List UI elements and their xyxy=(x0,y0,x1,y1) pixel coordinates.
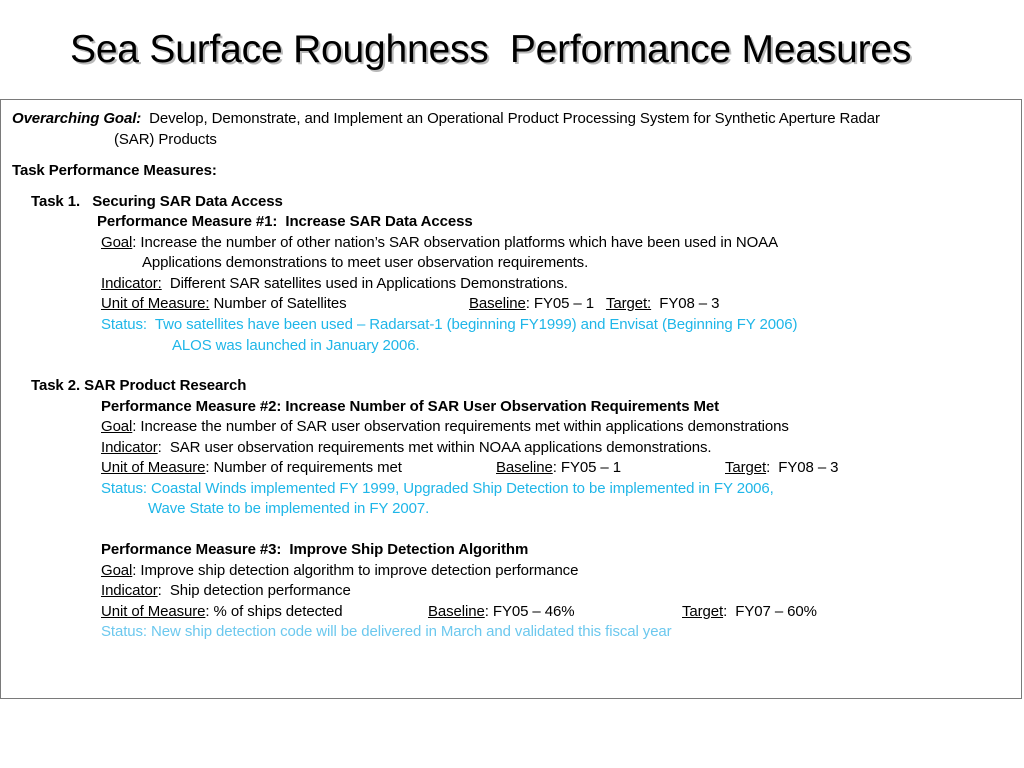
overarching-goal-text: Develop, Demonstrate, and Implement an Operational Product Processing System for Synthetic Aperture Radar xyxy=(149,110,880,127)
pm1-status-line-1: Status: Two satellites have been used – Radarsat-1 (beginning FY1999) and Envisat (Beginning FY 2006) xyxy=(101,316,798,333)
pm3-unit-text: : % of ships detected xyxy=(205,603,343,620)
pm2-baseline-text: : FY05 – 1 xyxy=(552,459,621,476)
pm3-indicator-label: Indicator xyxy=(101,582,158,599)
pm1-baseline-label: Baseline xyxy=(469,295,526,312)
pm2-target-line xyxy=(725,458,838,477)
pm1-status-line-2: ALOS was launched in January 2006. xyxy=(172,337,420,354)
pm2-goal-text: : Increase the number of SAR user observation requirements met within applications demonstrations xyxy=(132,418,789,435)
pm2-baseline-line xyxy=(496,458,621,477)
overarching-goal-line-2: (SAR) Products xyxy=(114,131,217,148)
pm3-target-label: Target xyxy=(682,603,724,620)
task2-heading: Task 2. SAR Product Research xyxy=(31,377,247,394)
pm1-goal-line-2: Applications demonstrations to meet user observation requirements. xyxy=(142,254,589,271)
pm1-goal-label: Goal xyxy=(101,234,133,251)
pm2-target-text: : FY08 – 3 xyxy=(766,459,839,476)
pm2-unit-label: Unit of Measure xyxy=(101,459,206,476)
pm1-baseline-target-line xyxy=(469,294,719,313)
pm2-unit-line xyxy=(101,458,402,477)
pm1-indicator-text: Different SAR satellites used in Applications Demonstrations. xyxy=(161,275,568,292)
pm3-goal-label: Goal xyxy=(101,562,133,579)
overarching-goal-label: Overarching Goal: xyxy=(12,110,142,127)
task-performance-heading: Task Performance Measures: xyxy=(12,162,217,179)
pm3-baseline-text: : FY05 – 46% xyxy=(484,603,575,620)
pm1-target-label: Target: xyxy=(605,295,652,312)
content-box xyxy=(0,99,1022,699)
pm3-baseline-line xyxy=(428,602,574,621)
task1-heading: Task 1. Securing SAR Data Access xyxy=(31,193,283,210)
pm3-indicator-text: : Ship detection performance xyxy=(157,582,351,599)
pm1-baseline-text: : FY05 – 1 xyxy=(525,295,594,312)
pm1-indicator-label: Indicator: xyxy=(101,275,162,292)
pm3-target-line xyxy=(682,602,817,621)
pm1-target-text: FY08 – 3 xyxy=(651,295,720,312)
pm2-indicator-line xyxy=(101,438,711,457)
pm1-indicator-line xyxy=(101,274,568,293)
pm3-goal-text: : Improve ship detection algorithm to improve detection performance xyxy=(132,562,579,579)
overarching-goal-line-1 xyxy=(12,109,880,128)
pm2-goal-line xyxy=(101,417,789,436)
page-title: Sea Surface Roughness Performance Measures xyxy=(70,28,912,71)
pm3-indicator-line xyxy=(101,581,351,600)
pm1-unit-line xyxy=(101,294,347,313)
pm1-title: Performance Measure #1: Increase SAR Data Access xyxy=(97,213,473,230)
pm2-unit-text: : Number of requirements met xyxy=(205,459,402,476)
pm3-goal-line xyxy=(101,561,578,580)
pm2-indicator-label: Indicator xyxy=(101,439,158,456)
pm3-target-text: : FY07 – 60% xyxy=(723,603,817,620)
pm3-unit-label: Unit of Measure xyxy=(101,603,206,620)
pm3-unit-line xyxy=(101,602,343,621)
pm2-target-label: Target xyxy=(725,459,767,476)
pm3-baseline-label: Baseline xyxy=(428,603,485,620)
pm3-title: Performance Measure #3: Improve Ship Detection Algorithm xyxy=(101,541,529,558)
pm3-status-line: Status: New ship detection code will be delivered in March and validated this fiscal year xyxy=(101,623,672,640)
pm2-title: Performance Measure #2: Increase Number of SAR User Observation Requirements Met xyxy=(101,398,720,415)
pm2-indicator-text: : SAR user observation requirements met within NOAA applications demonstrations. xyxy=(157,439,712,456)
pm1-unit-label: Unit of Measure: xyxy=(101,295,210,312)
pm1-goal-text: : Increase the number of other nation’s SAR observation platforms which have been used in NOAA xyxy=(132,234,778,251)
pm2-baseline-label: Baseline xyxy=(496,459,553,476)
pm2-goal-label: Goal xyxy=(101,418,133,435)
pm2-status-line-1: Status: Coastal Winds implemented FY 1999, Upgraded Ship Detection to be implemented in FY 2006, xyxy=(101,480,774,497)
pm1-unit-text: Number of Satellites xyxy=(209,295,347,312)
pm2-status-line-2: Wave State to be implemented in FY 2007. xyxy=(148,500,430,517)
pm1-goal-line xyxy=(101,233,778,252)
